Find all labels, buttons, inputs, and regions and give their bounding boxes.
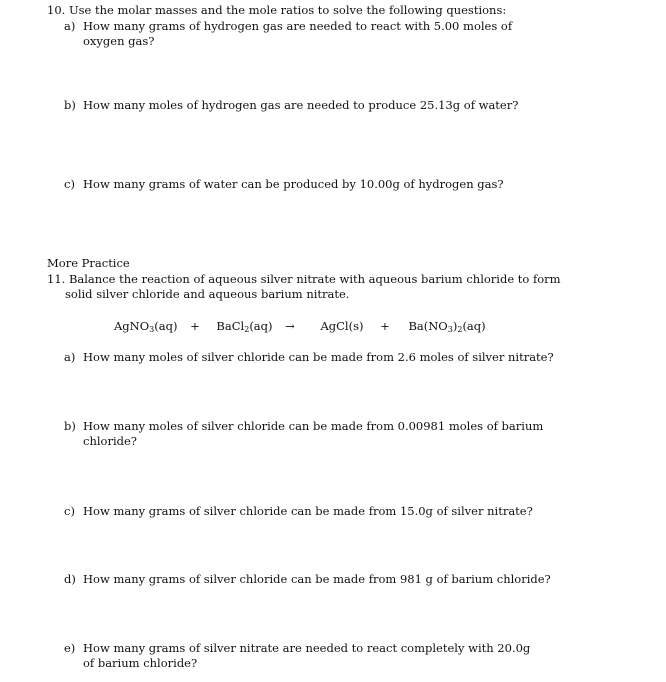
question-10-prompt: 10. Use the molar masses and the mole ratios to solve the following questions: <box>47 3 507 17</box>
part-label: c) <box>64 504 75 518</box>
part-label: c) <box>64 177 75 191</box>
question-11d <box>64 572 564 587</box>
plus-sign: + <box>190 319 200 333</box>
chemical-equation <box>114 319 486 334</box>
question-11c <box>64 504 564 519</box>
question-10b <box>64 98 564 113</box>
part-text: How many grams of water can be produced by 10.00g of hydrogen gas? <box>83 177 504 191</box>
plus-sign: + <box>380 319 390 333</box>
section-title: More Practice <box>47 256 130 270</box>
part-label: a) <box>64 350 76 364</box>
question-11a <box>64 350 554 365</box>
question-11-prompt: 11. Balance the reaction of aqueous silver nitrate with aqueous barium chloride to form solid silver chloride and aqueous barium nitrate. <box>47 272 561 301</box>
reaction-arrow: → <box>285 319 295 333</box>
part-text: How many grams of silver chloride can be made from 981 g of barium chloride? <box>83 572 551 586</box>
part-label: b) <box>64 419 76 433</box>
question-11b <box>64 419 544 449</box>
product-silver-chloride: AgCl(s) <box>320 319 364 333</box>
question-10a <box>64 19 549 49</box>
reactant-silver-nitrate: AgNO$_3$(aq) <box>114 319 178 334</box>
part-label: d) <box>64 572 76 586</box>
part-text: How many moles of silver chloride can be made from 2.6 moles of silver nitrate? <box>83 350 554 364</box>
part-text: How many grams of hydrogen gas are needed to react with 5.00 moles of oxygen gas? <box>83 19 513 48</box>
part-label: b) <box>64 98 76 112</box>
part-label: e) <box>64 641 76 655</box>
question-10c <box>64 177 564 192</box>
product-barium-nitrate: $Ba(NO_3)_2(aq)$ <box>408 319 486 334</box>
part-text: How many grams of silver nitrate are needed to react completely with 20.0g of barium chloride? <box>83 641 531 670</box>
question-11e <box>64 641 544 671</box>
part-label: a) <box>64 19 76 33</box>
part-text: How many grams of silver chloride can be made from 15.0g of silver nitrate? <box>83 504 533 518</box>
part-text: How many moles of hydrogen gas are needed to produce 25.13g of water? <box>83 98 519 112</box>
reactant-barium-chloride: BaCl$_2$(aq) <box>216 319 273 334</box>
part-text: How many moles of silver chloride can be made from 0.00981 moles of barium chloride? <box>83 419 544 448</box>
